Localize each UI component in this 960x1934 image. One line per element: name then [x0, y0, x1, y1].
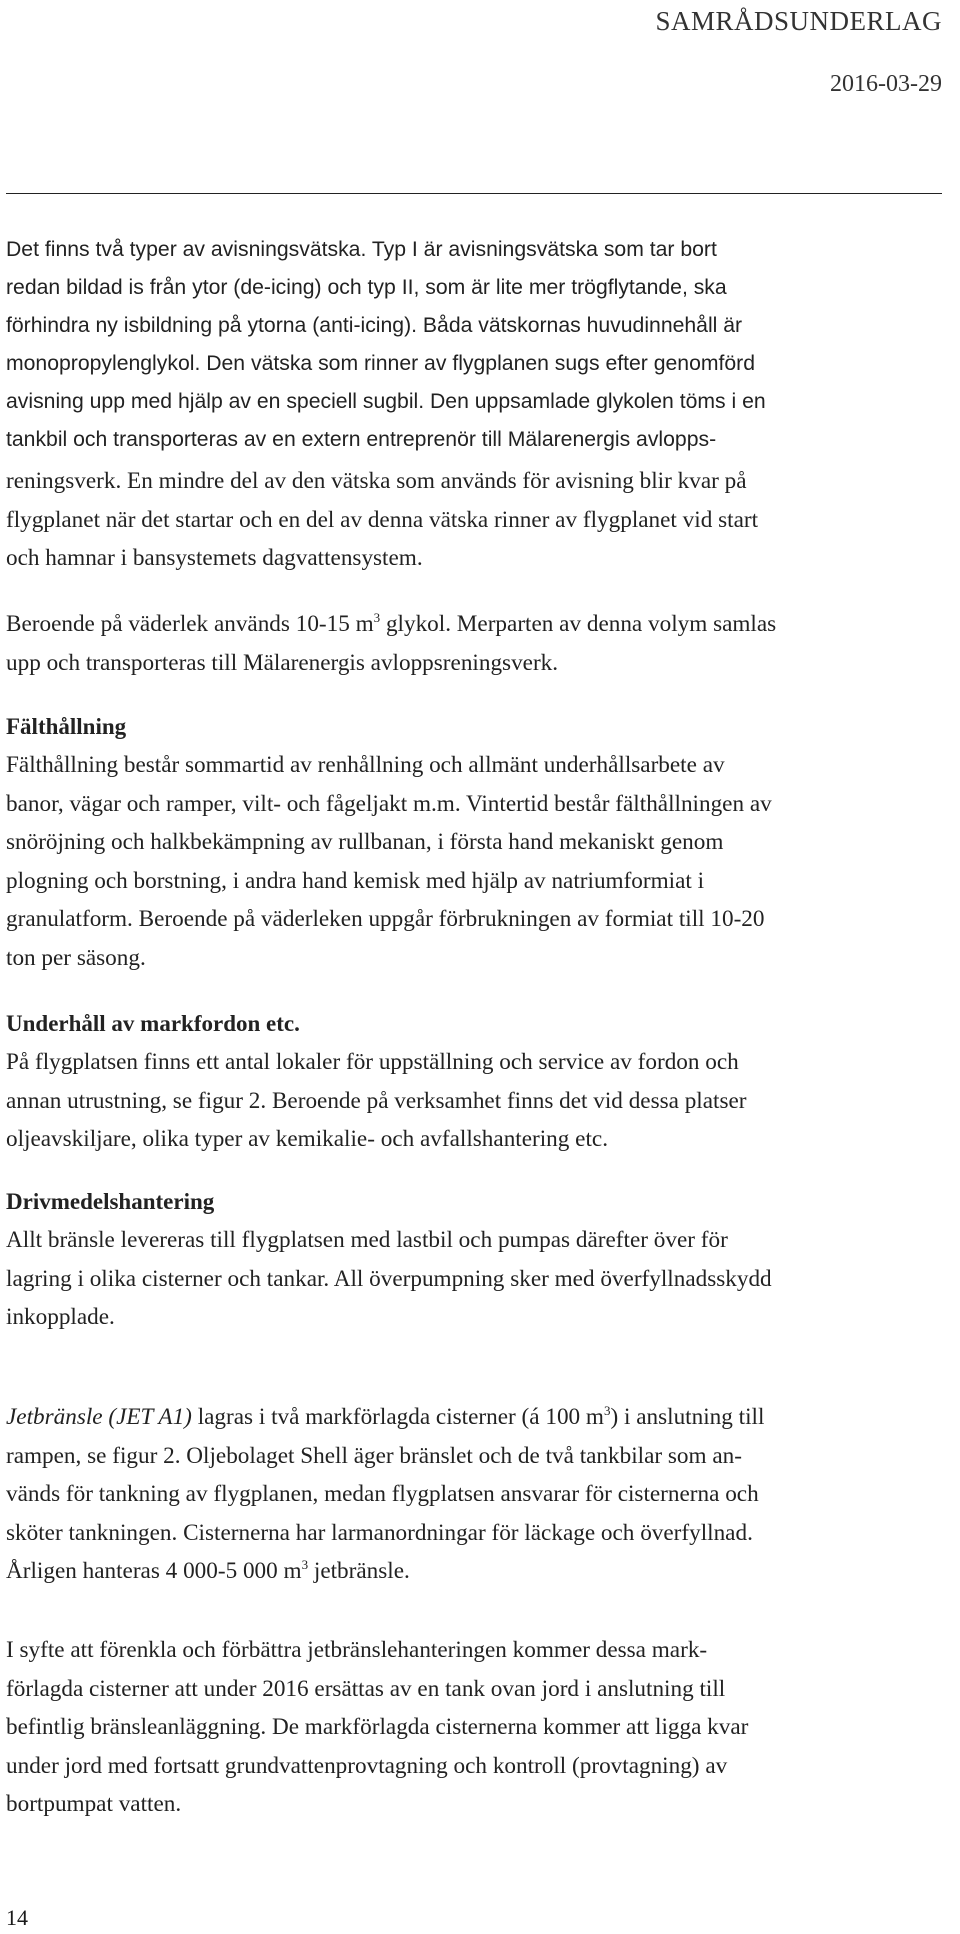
paragraph-syfte [6, 1631, 951, 1824]
text-line: under jord med fortsatt grundvattenprovtagning och kontroll (provtagning) av [6, 1752, 728, 1779]
text-line: vänds för tankning av flygplanen, medan flygplatsen ansvarar för cisternerna och [6, 1481, 759, 1507]
paragraph-jetbransle [6, 1398, 951, 1591]
text-line: I syfte att förenkla och förbättra jetbränslehanteringen kommer dessa mark- [6, 1637, 708, 1663]
text-line: På flygplatsen finns ett antal lokaler för uppställning och service av fordon och [6, 1049, 739, 1075]
document-header-title: SAMRÅDSUNDERLAG [655, 6, 942, 36]
text-line: banor, vägar och ramper, vilt- och fågeljakt m.m. Vintertid består fälthållningen av [6, 790, 772, 817]
text-line: upp och transporteras till Mälarenergis avloppsreningsverk. [6, 649, 559, 676]
text-line: ton per säsong. [6, 944, 146, 971]
text-line: Fälthållning består sommartid av renhållning och allmänt underhållsarbete av [6, 752, 725, 778]
italic-term: Jetbränsle (JET A1) [6, 1404, 192, 1430]
section-heading: Drivmedelshantering [6, 1189, 215, 1214]
text-line: avisning upp med hjälp av en speciell sugbil. Den uppsamlade glykolen töms i en [6, 390, 766, 413]
header-divider [6, 193, 942, 194]
paragraph-avisning [6, 231, 951, 459]
section-heading: Underhåll av markfordon etc. [6, 1011, 300, 1036]
text-line: sköter tankningen. Cisternerna har larmanordningar för läckage och överfyllnad. [6, 1519, 753, 1546]
text-segment: ) i anslutning till [610, 1404, 765, 1430]
section-drivmedel [6, 1183, 951, 1337]
text-line: lagring i olika cisterner och tankar. All överpumpning sker med överfyllnadsskydd [6, 1265, 772, 1292]
text-segment: jetbränsle. [308, 1558, 410, 1584]
text-line [6, 1398, 951, 1437]
superscript: 3 [603, 1403, 611, 1418]
text-line [6, 605, 951, 644]
text-line: monopropylenglykol. Den vätska som rinner av flygplanen sugs efter genomförd [6, 352, 756, 375]
document-date: 2016-03-29 [830, 71, 942, 97]
section-heading: Fälthållning [6, 714, 127, 739]
text-line: bortpumpat vatten. [6, 1791, 182, 1817]
text-line: förhindra ny isbildning på ytorna (anti-icing). Båda vätskornas huvudinnehåll är [6, 314, 743, 337]
text-segment: Årligen hanteras 4 000-5 000 m [6, 1558, 302, 1584]
text-line: Det finns två typer av avisningsvätska. Typ I är avisningsvätska som tar bort [6, 238, 717, 261]
text-line: tankbil och transporteras av en extern entreprenör till Mälarenergis avlopps- [6, 428, 717, 451]
text-segment: lagras i två markförlagda cisterner (á 100 m [191, 1404, 604, 1430]
text-line: Allt bränsle levereras till flygplatsen med lastbil och pumpas därefter över för [6, 1227, 728, 1253]
text-line: redan bildad is från ytor (de-icing) och typ II, som är lite mer trögflytande, ska [6, 276, 727, 299]
text-line: flygplanet när det startar och en del av denna vätska rinner av flygplanet vid start [6, 506, 759, 533]
text-line [6, 1552, 951, 1591]
text-line: oljeavskiljare, olika typer av kemikalie- och avfallshantering etc. [6, 1126, 608, 1152]
section-falthallning [6, 708, 951, 977]
text-line: rampen, se figur 2. Oljebolaget Shell äger bränslet och de två tankbilar som an- [6, 1442, 742, 1469]
paragraph-glykol [6, 605, 951, 682]
text-line: snöröjning och halkbekämpning av rullbanan, i första hand mekaniskt genom [6, 829, 724, 855]
superscript: 3 [373, 610, 381, 625]
superscript: 3 [301, 1557, 309, 1572]
text-line: och hamnar i bansystemets dagvattensystem. [6, 545, 423, 571]
text-line: förlagda cisterner att under 2016 ersättas av en tank ovan jord i anslutning till [6, 1675, 726, 1702]
text-segment: Beroende på väderlek används 10-15 m [6, 611, 374, 637]
text-line: annan utrustning, se figur 2. Beroende på verksamhet finns det vid dessa platser [6, 1087, 747, 1114]
section-underhall [6, 1005, 951, 1159]
text-line: reningsverk. En mindre del av den vätska som används för avisning blir kvar på [6, 468, 747, 494]
text-line: befintlig bränsleanläggning. De markförlagda cisternerna kommer att ligga kvar [6, 1714, 749, 1740]
text-line: plogning och borstning, i andra hand kemisk med hjälp av natriumformiat i [6, 867, 705, 894]
text-line: granulatform. Beroende på väderleken uppgår förbrukningen av formiat till 10-20 [6, 906, 765, 932]
text-line: inkopplade. [6, 1304, 115, 1330]
paragraph-avisning-continued [6, 462, 951, 578]
page-number: 14 [6, 1905, 28, 1930]
text-segment: glykol. Merparten av denna volym samlas [380, 611, 777, 637]
